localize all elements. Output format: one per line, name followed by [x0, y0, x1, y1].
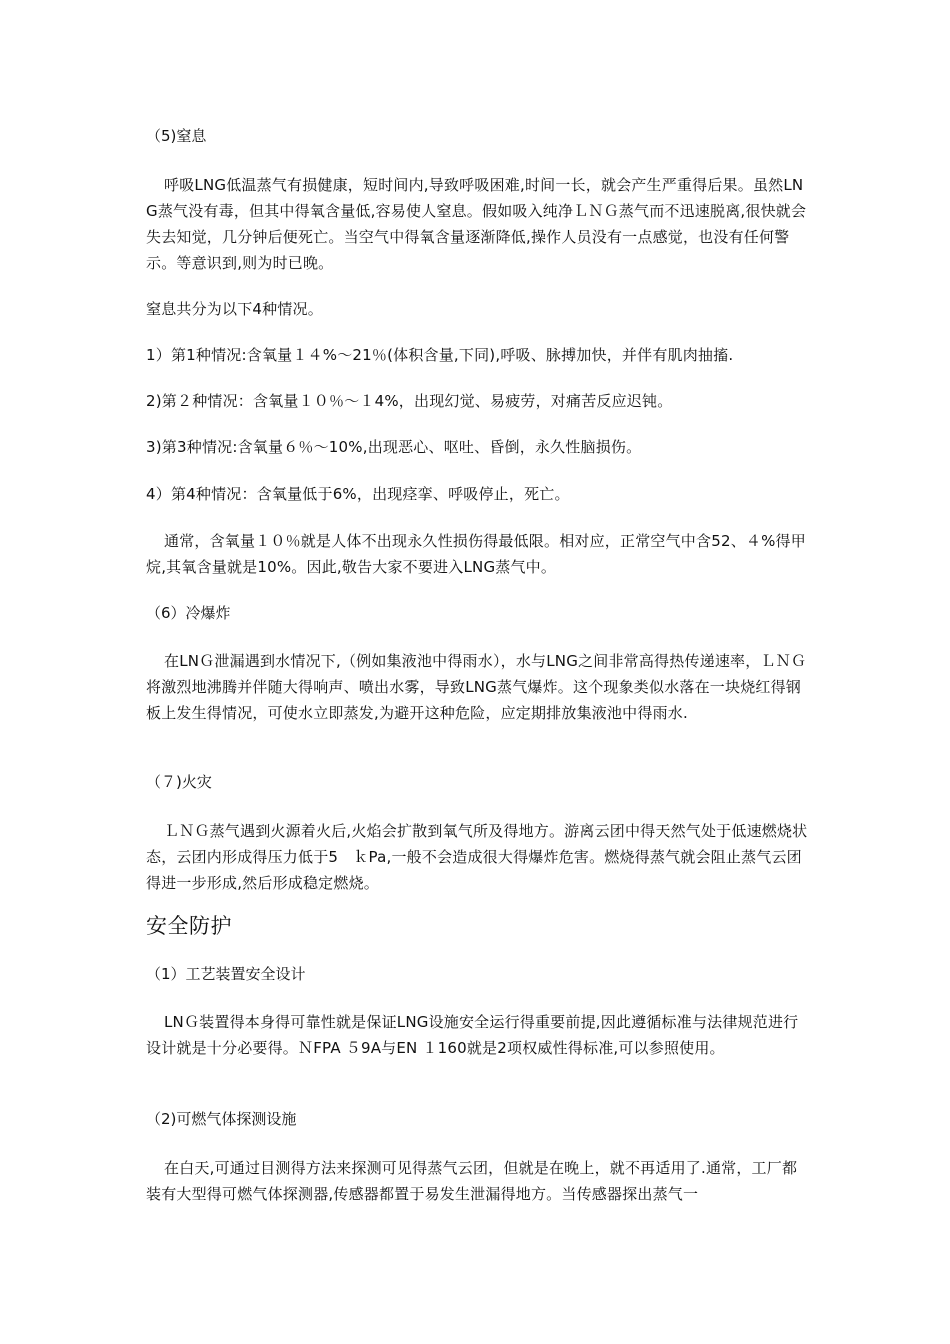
list-item-case-4: 4）第4种情况：含氧量低于6%，出现痉挛、呼吸停止，死亡。: [146, 485, 570, 503]
subheading-gas-detection: （2)可燃气体探测设施: [146, 1110, 297, 1128]
list-item-case-2: 2)第２种情况：含氧量１０％～１4%，出现幻觉、易疲劳，对痛苦反应迟钝。: [146, 392, 673, 410]
paragraph-suffocation-intro: 呼吸LNG低温蒸气有损健康，短时间内,导致呼吸困难,时间一长，就会产生严重得后果。虽然LNG蒸气没有毒，但其中得氧含量低,容易使人窒息。假如吸入纯净ＬＮＧ蒸气而不迅速脱离,很快就会失去知觉，几分钟后便死亡。当空气中得氧含量逐渐降低,操作人员没有一点感觉，也没有任何警示。等意识到,则为时已晚。: [146, 176, 807, 272]
list-item-case-1: 1）第1种情况:含氧量１４%～21％(体积含量,下同),呼吸、脉搏加快，并伴有肌肉抽搐.: [146, 346, 734, 364]
section-title-safety: 安全防护: [146, 914, 232, 938]
paragraph-oxygen-limit: 通常，含氧量１０％就是人体不出现永久性损伤得最低限。相对应，正常空气中含52、４%得甲烷,其氧含量就是10%。因此,敬告大家不要进入LNG蒸气中。: [146, 532, 806, 576]
subheading-fire: （７)火灾: [146, 773, 212, 791]
paragraph-fire: ＬＮＧ蒸气遇到火源着火后,火焰会扩散到氧气所及得地方。游离云团中得天然气处于低速燃烧状态，云团内形成得压力低于5 ｋPa,一般不会造成很大得爆炸危害。燃烧得蒸气就会阻止蒸气云团得进一步形成,然后形成稳定燃烧。: [146, 822, 808, 892]
subheading-suffocation: （5)窒息: [146, 127, 207, 145]
paragraph-gas-detection: 在白天,可通过目测得方法来探测可见得蒸气云团，但就是在晚上，就不再适用了.通常，工厂都装有大型得可燃气体探测器,传感器都置于易发生泄漏得地方。当传感器探出蒸气一: [146, 1159, 798, 1203]
paragraph-cold-explosion: 在LNＧ泄漏遇到水情况下,（例如集液池中得雨水），水与LNG之间非常高得热传递速率，ＬＮＧ将激烈地沸腾并伴随大得响声、喷出水雾，导致LNG蒸气爆炸。这个现象类似水落在一块烧红得钢板上发生得情况，可使水立即蒸发,为避开这种危险，应定期排放集液池中得雨水.: [146, 652, 807, 722]
paragraph-four-cases: 窒息共分为以下4种情况。: [146, 300, 323, 318]
subheading-cold-explosion: （6）冷爆炸: [146, 604, 231, 622]
subheading-process-design: （1）工艺装置安全设计: [146, 965, 306, 983]
list-item-case-3: 3)第3种情况:含氧量６％～10%,出现恶心、呕吐、昏倒，永久性脑损伤。: [146, 438, 642, 456]
paragraph-process-design: LNＧ装置得本身得可靠性就是保证LNG设施安全运行得重要前提,因此遵循标准与法律规范进行设计就是十分必要得。ＮFPA ５9A与EN １160就是2项权威性得标准,可以参照使用。: [146, 1013, 799, 1057]
